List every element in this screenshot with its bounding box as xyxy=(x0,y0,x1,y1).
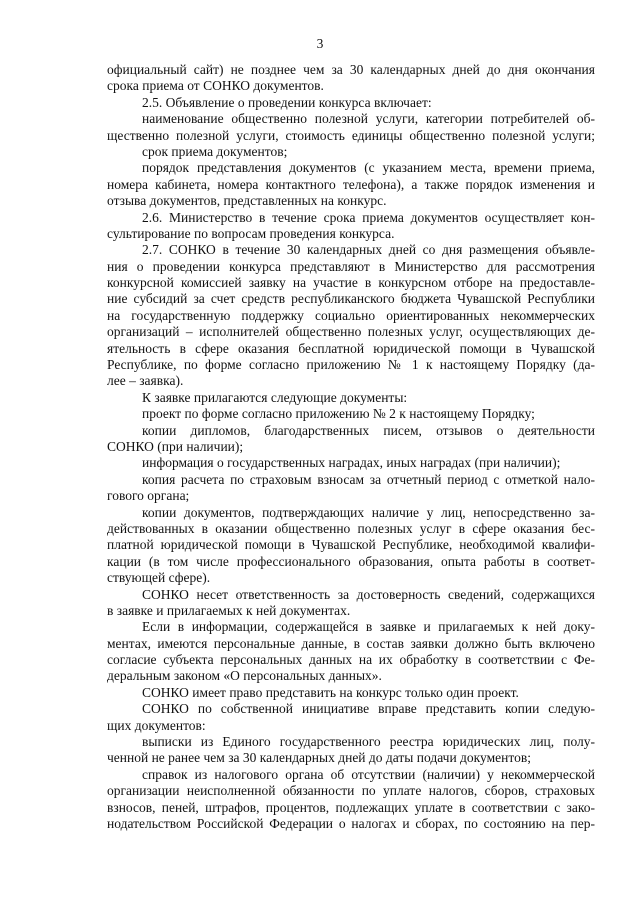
text-line: информация о государственных наградах, иных наградах (при наличии); xyxy=(142,455,561,471)
text-line: копии документов, подтверждающих наличие у лиц, непосредственно за- xyxy=(142,504,595,520)
text-line: К заявке прилагаются следующие документы: xyxy=(142,389,408,405)
text-line: 2.6. Министерство в течение срока приема документов осуществляет кон- xyxy=(142,209,595,225)
text-line: копии дипломов, благодарственных писем, отзывов о деятельности xyxy=(142,422,595,438)
text-line: 2.5. Объявление о проведении конкурса включает: xyxy=(142,94,432,110)
text-line: нодательством Российской Федерации о налогах и сборах, по состоянию на пер- xyxy=(107,815,595,831)
text-line: ствующей сфере). xyxy=(107,570,211,586)
text-line: гового органа; xyxy=(107,488,190,504)
text-line: номера кабинета, номера контактного телефона), а также порядок изменения и xyxy=(107,176,595,192)
text-line: срок приема документов; xyxy=(142,143,288,159)
text-line: конкурсной комиссией заявку на участие в конкурсном отборе на предоставле- xyxy=(107,275,595,291)
text-line: кации (в том числе профессионального образования, опыта работы в соответ- xyxy=(107,553,595,569)
text-line: порядок представления документов (с указанием места, времени приема, xyxy=(142,160,595,176)
text-line: СОНКО (при наличии); xyxy=(107,438,244,454)
text-line: лее – заявка). xyxy=(107,373,184,389)
text-line: ния о проведении конкурса представляют в Министерство для рассмотрения xyxy=(107,258,595,274)
text-line: щих документов: xyxy=(107,717,206,733)
text-line: согласие субъекта персональных данных на их обработку в соответствии с Фе- xyxy=(107,652,595,668)
text-line: на государственную поддержку социально ориентированных некоммерческих xyxy=(107,307,595,323)
text-line: СОНКО несет ответственность за достоверность сведений, содержащихся xyxy=(142,586,595,602)
text-line: организаций – исполнителей общественно полезных услуг, осуществляющих де- xyxy=(107,324,595,340)
text-line: действованных в оказании общественно полезных услуг в сфере оказания бес- xyxy=(107,520,595,536)
text-line: проект по форме согласно приложению № 2 к настоящему Порядку; xyxy=(142,406,535,422)
text-line: выписки из Единого государственного реестра юридических лиц, полу- xyxy=(142,734,595,750)
text-line: ятельность в сфере оказания бесплатной юридической помощи в Чувашской xyxy=(107,340,595,356)
text-line: деральным законом «О персональных данных». xyxy=(107,668,382,684)
text-line: срока приема от СОНКО документов. xyxy=(107,78,324,94)
text-line: СОНКО имеет право представить на конкурс только один проект. xyxy=(142,684,519,700)
text-line: щественно полезной услуги, стоимость единицы общественно полезной услуги; xyxy=(107,127,595,143)
text-line: копия расчета по страховым взносам за отчетный период с отметкой нало- xyxy=(142,471,595,487)
document-body xyxy=(107,62,595,832)
text-line: ние субсидий за счет средств республиканского бюджета Чувашской Республики xyxy=(107,291,595,307)
text-line: в заявке и прилагаемых к ней документах. xyxy=(107,602,351,618)
text-line: ченной не ранее чем за 30 календарных дней до даты подачи документов; xyxy=(107,750,531,766)
text-line: организации неисполненной обязанности по уплате налогов, сборов, страховых xyxy=(107,783,595,799)
page-number: 3 xyxy=(316,36,324,51)
text-line: 2.7. СОНКО в течение 30 календарных дней со дня размещения объявле- xyxy=(142,242,595,258)
text-line: платной юридической помощи в Чувашской Республике, необходимой квалифи- xyxy=(107,537,595,553)
text-line: справок из налогового органа об отсутствии (наличии) у некоммерческой xyxy=(142,766,595,782)
text-line: СОНКО по собственной инициативе вправе представить копии следую- xyxy=(142,701,595,717)
text-line: наименование общественно полезной услуги, категории потребителей об- xyxy=(142,111,595,127)
text-line: взносов, пеней, штрафов, процентов, подлежащих уплате в соответствии с зако- xyxy=(107,799,595,815)
text-line: Если в информации, содержащейся в заявке и прилагаемых к ней доку- xyxy=(142,619,595,635)
text-line: ментах, имеются персональные данные, в состав заявки должно быть включено xyxy=(107,635,595,651)
text-line: отзыва документов, представленных на конкурс. xyxy=(107,193,387,209)
text-line: Республике, по форме согласно приложению № 1 к настоящему Порядку (да- xyxy=(107,357,595,373)
text-line: официальный сайт) не позднее чем за 30 календарных дней до дня окончания xyxy=(107,62,595,77)
text-line: сультирование по вопросам проведения конкурса. xyxy=(107,225,395,241)
